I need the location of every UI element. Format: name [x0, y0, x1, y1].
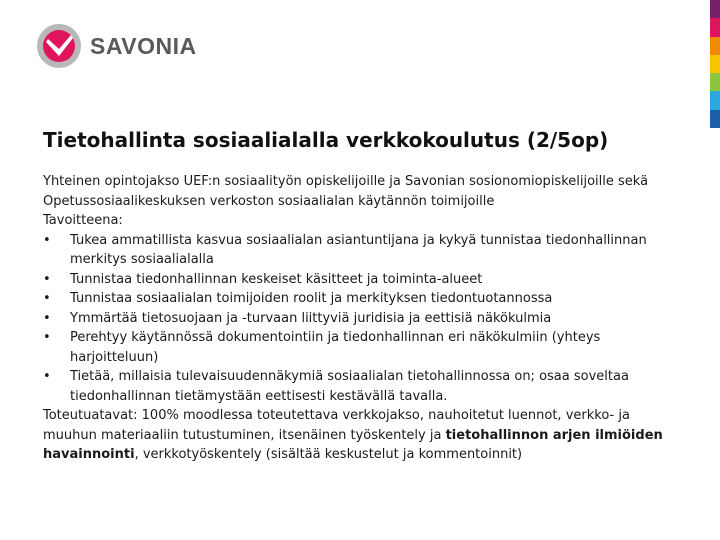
goals-list [43, 231, 683, 407]
goal-item [43, 231, 683, 270]
savonia-logo [36, 22, 197, 70]
goal-item [43, 270, 683, 290]
goal-item [43, 309, 683, 329]
goal-text: Tunnistaa sosiaalialan toimijoiden roolit ja merkityksen tiedontuotannossa [70, 291, 553, 306]
brand-color-bar [710, 0, 720, 128]
savonia-logo-icon [36, 23, 82, 69]
slide-content [43, 172, 683, 465]
goals-heading: Tavoitteena: [43, 213, 123, 228]
color-bar-segment [710, 91, 720, 109]
bullet-icon: • [43, 310, 51, 326]
goal-item [43, 328, 683, 367]
goal-text: Ymmärtää tietosuojaan ja -turvaan liittyviä juridisia ja eettisiä näkökulmia [70, 310, 552, 326]
bullet-icon: • [43, 330, 51, 345]
logo-text: SAVONIA [90, 32, 197, 59]
goal-item [43, 367, 683, 406]
implementation-part2: , verkkotyöskentely (sisältää keskustelut ja kommentoinnit) [134, 447, 523, 462]
implementation-text [43, 406, 683, 465]
intro-text: Yhteinen opintojakso UEF:n sosiaalityön opiskelijoille ja Savonian sosionomiopiskelijoille sekä Opetussosiaalikeskuksen verkoston sosiaalialan käytännön toimijoille [43, 174, 649, 209]
implementation-bold: tietohallinnon arjen ilmiöiden havainnointi [43, 427, 663, 462]
goal-text: Tukea ammatillista kasvua sosiaalialan asiantuntijana ja kykyä tunnistaa tiedonhallinnan merkitys sosiaalialalla [70, 232, 647, 267]
page-title: Tietohallinta sosiaalialalla verkkokoulutus (2/5op) [43, 128, 609, 152]
bullet-icon: • [43, 271, 51, 287]
color-bar-segment [710, 110, 720, 128]
goal-text: Tunnistaa tiedonhallinnan keskeiset käsitteet ja toiminta-alueet [70, 271, 483, 287]
color-bar-segment [710, 37, 720, 55]
color-bar-segment [710, 18, 720, 36]
bullet-icon: • [43, 232, 51, 248]
goal-text: Tietää, millaisia tulevaisuudennäkymiä sosiaalialan tietohallinnossa on; osaa soveltaa tiedonhallinnan tietämystään eettisesti kestävällä tavalla. [70, 369, 629, 404]
color-bar-segment [710, 0, 720, 18]
goal-text: Perehtyy käytännössä dokumentointiin ja tiedonhallinnan eri näkökulmiin (yhteys harjoitteluun) [70, 330, 601, 365]
color-bar-segment [710, 73, 720, 91]
implementation-part1: Toteutuatavat: 100% moodlessa toteutettava verkkojakso, nauhoitetut luennot, verkko- ja muuhun materiaaliin tutustuminen, itsenäinen työskentely ja [43, 408, 630, 443]
bullet-icon: • [43, 291, 51, 306]
goal-item [43, 289, 683, 309]
bullet-icon: • [43, 369, 51, 384]
color-bar-segment [710, 55, 720, 73]
